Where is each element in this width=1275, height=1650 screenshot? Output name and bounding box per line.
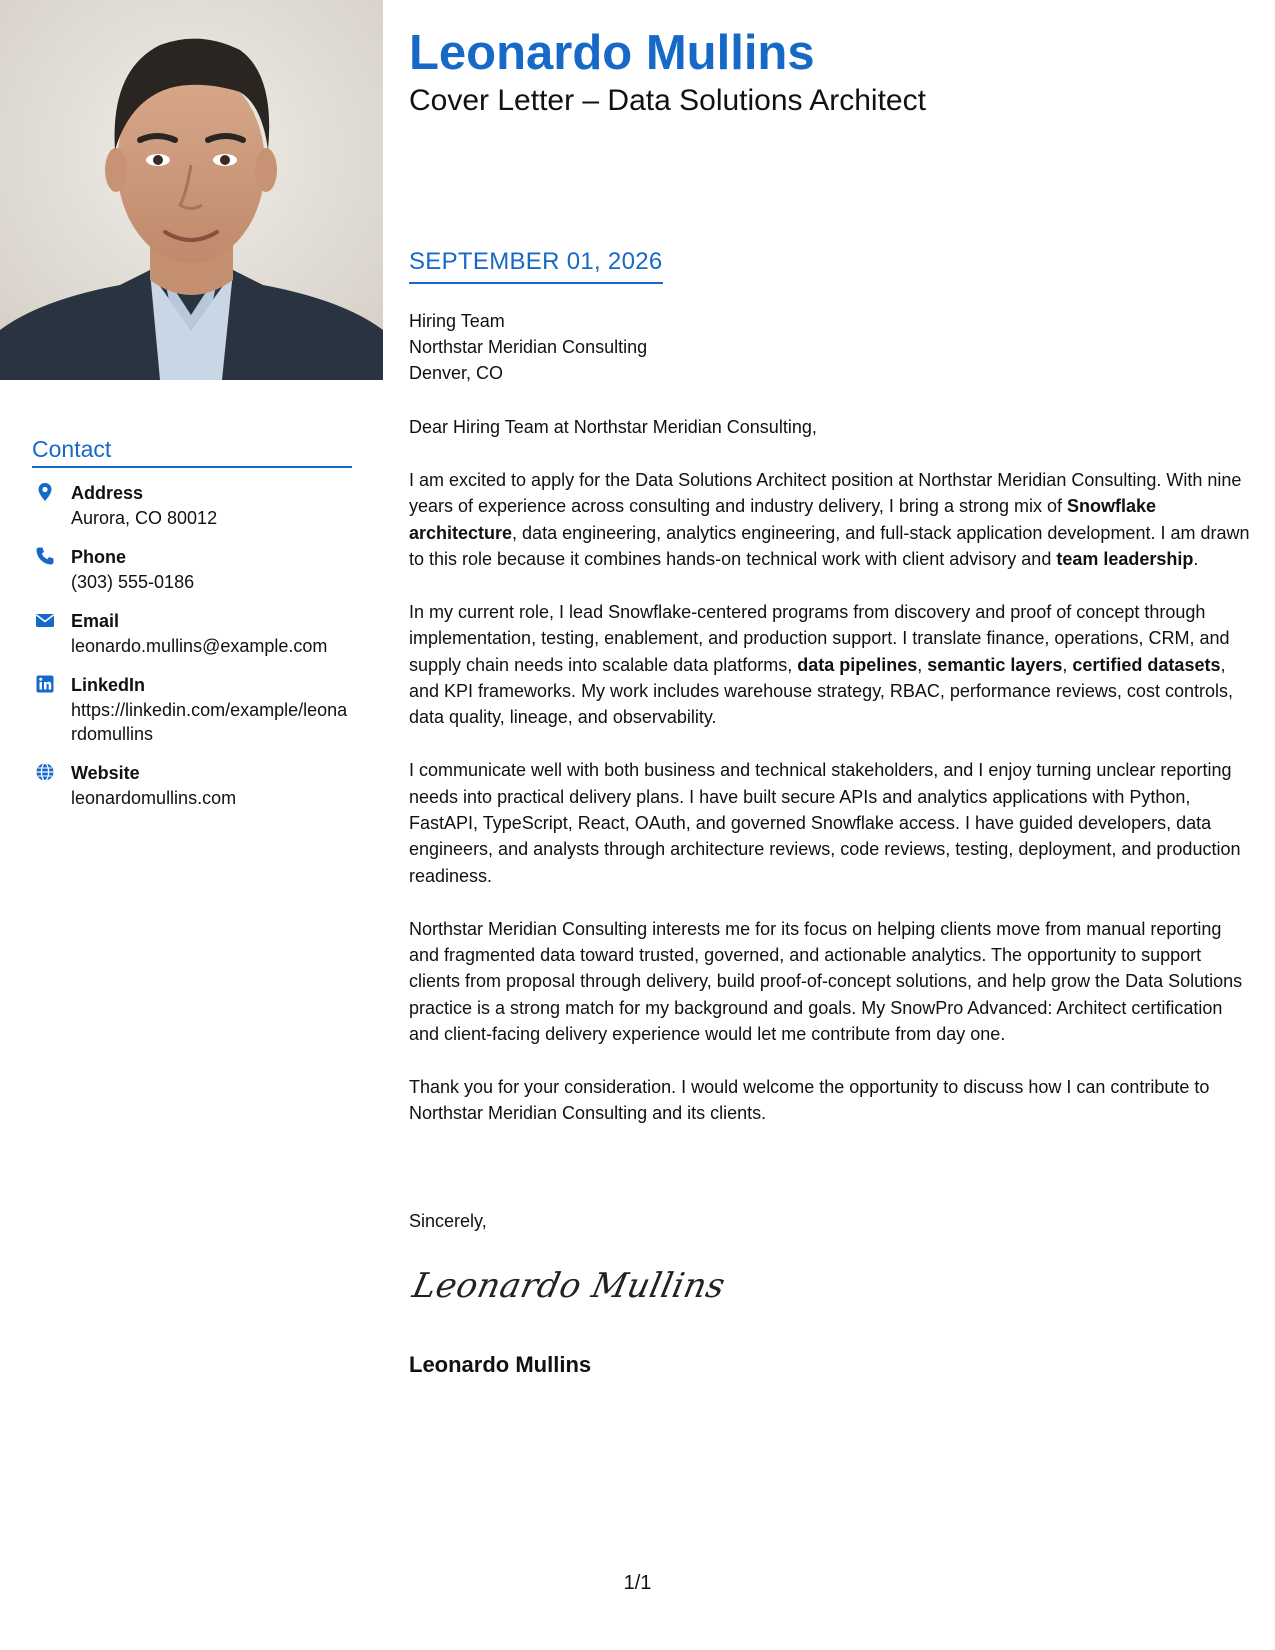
salutation: Dear Hiring Team at Northstar Meridian Consulting,: [409, 417, 817, 437]
closing: Sincerely,: [409, 1211, 487, 1231]
paragraph-1-text-a: I am excited to apply for the Data Solutions Architect position at Northstar Meridian Consulting. With nine years of experience across consulting and industry delivery, I bring a strong mix of: [409, 469, 1242, 517]
website-label: Website: [71, 763, 140, 783]
paragraph-2-sep-1: ,: [917, 654, 928, 675]
address-label: Address: [71, 483, 144, 503]
globe-icon: [35, 762, 55, 782]
phone-value: (303) 555-0186: [71, 572, 195, 592]
email-value: leonardo.mullins@example.com: [71, 636, 328, 656]
paragraph-1-bold-2: team leadership: [1056, 549, 1194, 570]
paragraph-4: Northstar Meridian Consulting interests me for its focus on helping clients move from manual reporting and fragmented data toward trusted, governed, and actionable analytics. The opportunity to support clients from proposal through delivery, build proof-of-concept solutions, and help grow the Data Solutions practice is a strong match for my background and goals. My SnowPro Advanced: Architect certification and client-facing delivery experience would let me contribute from day one.: [409, 918, 1243, 1045]
map-pin-icon: [35, 482, 55, 502]
letter-body: [409, 414, 1251, 1153]
paragraph-2: [409, 599, 1251, 731]
profile-photo: [0, 0, 383, 380]
document-subtitle: Cover Letter – Data Solutions Architect: [409, 84, 926, 117]
paragraph-2-text-a: In my current role, I lead Snowflake-centered programs from discovery and proof of concept through implementation, testing, enablement, and production support. I translate finance, operations, CRM, and supply chain needs into scalable data platforms,: [409, 601, 1230, 675]
linkedin-label: LinkedIn: [71, 675, 146, 695]
signer-name: Leonardo Mullins: [409, 1352, 592, 1377]
contact-phone: [32, 544, 352, 594]
linkedin-icon: [35, 674, 55, 694]
paragraph-5: Thank you for your consideration. I would welcome the opportunity to discuss how I can contribute to Northstar Meridian Consulting and its clients.: [409, 1077, 1210, 1124]
paragraph-1-bold-1: Snowflake architecture: [409, 496, 1157, 543]
email-label: Email: [71, 611, 120, 631]
paragraph-1: [409, 467, 1251, 573]
recipient-location: Denver, CO: [409, 363, 504, 383]
linkedin-value[interactable]: https://linkedin.com/example/leonardomullins: [71, 700, 348, 744]
paragraph-2-bold-1: data pipelines: [797, 654, 918, 675]
paragraph-1-text-d: .: [1193, 549, 1199, 570]
contact-address: [32, 480, 352, 530]
handwritten-signature: Leonardo Mullins: [409, 1266, 729, 1306]
recipient-company: Northstar Meridian Consulting: [409, 337, 648, 357]
website-value[interactable]: leonardomullins.com: [71, 788, 237, 808]
paragraph-2-bold-2: semantic layers: [927, 654, 1063, 675]
contact-heading: Contact: [32, 436, 352, 468]
contact-linkedin: [32, 672, 352, 746]
sidebar: [0, 0, 383, 1650]
paragraph-2-text-c: , and KPI frameworks. My work includes warehouse strategy, RBAC, performance reviews, cost controls, data quality, lineage, and observability.: [409, 654, 1233, 728]
letter-date: SEPTEMBER 01, 2026: [409, 248, 663, 284]
recipient-block: [409, 308, 647, 386]
address-value: Aurora, CO 80012: [71, 508, 218, 528]
page-number: 1/1: [623, 1572, 652, 1594]
applicant-name: Leonardo Mullins: [409, 26, 815, 80]
contact-section: [32, 436, 352, 824]
paragraph-1-text-c: , data engineering, analytics engineering, and full-stack application development. I am drawn to this role because it combines hands-on technical work with client advisory and: [409, 522, 1250, 570]
portrait-illustration: [0, 0, 383, 380]
phone-icon: [35, 546, 55, 566]
contact-email: [32, 608, 352, 658]
paragraph-2-sep-2: ,: [1062, 654, 1073, 675]
contact-website: [32, 760, 352, 810]
phone-label: Phone: [71, 547, 127, 567]
paragraph-3: I communicate well with both business and technical stakeholders, and I enjoy turning unclear reporting needs into practical delivery plans. I have built secure APIs and analytics applications with Python, FastAPI, TypeScript, React, OAuth, and governed Snowflake access. I have guided developers, data engineers, and analysts through architecture reviews, code reviews, testing, deployment, and production readiness.: [409, 760, 1241, 886]
paragraph-2-bold-3: certified datasets: [1072, 654, 1221, 675]
envelope-icon: [35, 610, 55, 630]
recipient-line: Hiring Team: [409, 311, 505, 331]
